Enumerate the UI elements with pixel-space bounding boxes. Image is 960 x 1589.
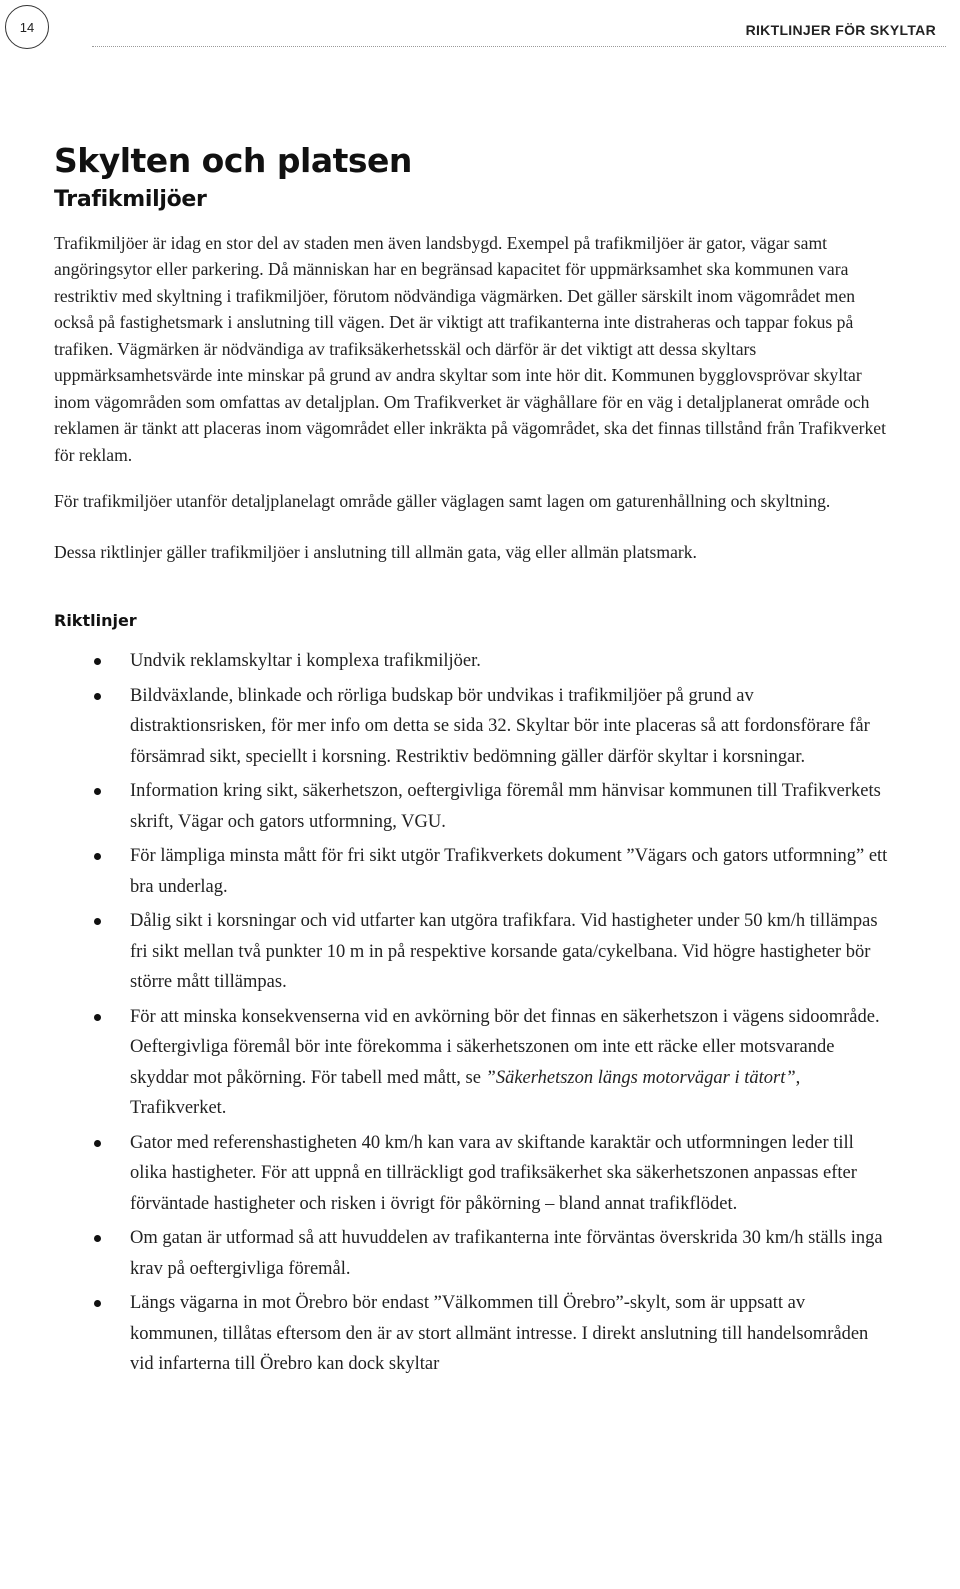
body-paragraph: För trafikmiljöer utanför detaljplanelagt område gäller väglagen samt lagen om gaturenhållning och skyltning. (54, 491, 831, 512)
list-item-text: Längs vägarna in mot Örebro bör endast ”Välkommen till Örebro”-skylt, som är uppsatt av kommunen, tillåtas eftersom den är av stort allmänt intresse. I direkt anslutning till handelsområden vid infarterna till Örebro kan dock skyltar (130, 1293, 869, 1375)
list-item (54, 841, 894, 902)
document-reference: ”Säkerhetszon längs motorvägar i tätort” (485, 1067, 796, 1088)
bullet-icon (94, 918, 101, 925)
list-item-text: Om gatan är utformad så att huvuddelen av trafikanterna inte förväntas överskrida 30 km/h ställs inga krav på oeftergivliga föremål. (130, 1228, 883, 1279)
bullet-icon (94, 853, 101, 860)
page-content (54, 140, 894, 1384)
bullet-icon (94, 788, 101, 795)
list-item (54, 1288, 894, 1380)
bullet-icon (94, 1014, 101, 1021)
guidelines-heading: Riktlinjer (54, 611, 137, 631)
list-item-text: För lämpliga minsta mått för fri sikt utgör Trafikverkets dokument ”Vägars och gators utformning” ett bra underlag. (130, 846, 888, 897)
list-item (54, 681, 894, 773)
section-title: Skylten och platsen (54, 141, 412, 180)
body-paragraph: Dessa riktlinjer gäller trafikmiljöer i anslutning till allmän gata, väg eller allmän platsmark. (54, 541, 697, 562)
list-item (54, 906, 894, 998)
page-number-text: 14 (19, 19, 35, 35)
list-item-text: Bildväxlande, blinkade och rörliga budskap bör undvikas i trafikmiljöer på grund av distraktionsrisken, för mer info om detta se sida 32. Skyltar bör inte placeras så att fordonsförare får försämrad sikt, speciellt i korsning. Restriktiv bedömning gäller därför skyltar i korsningar. (130, 685, 870, 767)
bullet-icon (94, 1300, 101, 1307)
list-item (54, 776, 894, 837)
bullet-icon (94, 1235, 101, 1242)
list-item-text: Information kring sikt, säkerhetszon, oeftergivliga föremål mm hänvisar kommunen till Trafikverkets skrift, Vägar och gators utformning, VGU. (130, 781, 881, 832)
list-item (54, 646, 894, 677)
list-item-text: Undvik reklamskyltar i komplexa trafikmiljöer. (130, 651, 481, 672)
page-number (5, 5, 49, 49)
list-item-text: Dålig sikt i korsningar och vid utfarter kan utgöra trafikfara. Vid hastigheter under 50 km/h tillämpas fri sikt mellan två punkter 10 m in på respektive korsande gata/cykelbana. Vid högre hastigheter bör större mått tillämpas. (130, 911, 878, 993)
header-divider (92, 46, 946, 47)
bullet-icon (94, 658, 101, 665)
list-item (54, 1002, 894, 1124)
bullet-icon (94, 1140, 101, 1147)
list-item-text-before: För att minska konsekvenserna vid en avkörning bör det finnas en säkerhetszon i vägens sidoområde. Oeftergivliga föremål bör inte förekomma i säkerhetszonen om inte ett räcke eller motsvarande skyddar mot påkörning. För tabell med mått, se (130, 1006, 880, 1088)
section-subtitle: Trafikmiljöer (54, 186, 207, 212)
list-item (54, 1223, 894, 1284)
list-item (54, 1128, 894, 1220)
bullet-icon (94, 693, 101, 700)
guidelines-list (54, 646, 894, 1380)
body-paragraph: Trafikmiljöer är idag en stor del av staden men även landsbygd. Exempel på trafikmiljöer är gator, vägar samt angöringsytor eller parkering. Då människan har en begränsad kapacitet för uppmärksamhet ska kommunen vara restriktiv med skyltning i trafikmiljöer, förutom nödvändiga vägmärken. Det gäller särskilt inom vägområdet men också på fastighetsmark i anslutning till vägen. Det är viktigt att trafikanterna inte distraheras och tappar fokus på trafiken. Vägmärken är nödvändiga av trafiksäkerhetsskäl och därför är det viktigt att dessa skyltars uppmärksamhetsvärde inte minskar på grund av andra skyltar som inte hör dit. Kommunen bygglovsprövar skyltar inom vägområden som omfattas av detaljplan. Om Trafikverket är väghållare för en väg i detaljplanerat område och reklamen är tänkt att placeras inom vägområdet eller inkräkta på vägområdet, ska det finnas tillstånd från Trafikverket för reklam. (54, 232, 886, 465)
running-header-title: RIKTLINJER FÖR SKYLTAR (745, 22, 936, 38)
list-item-text-after: , Trafikverket. (130, 1067, 801, 1119)
list-item-text: Gator med referenshastigheten 40 km/h kan vara av skiftande karaktär och utformningen leder till olika hastigheter. För att uppnå en tillräckligt god trafiksäkerhet ska säkerhetszonen anpassas efter förväntade hastigheter och risken i övrigt för påkörning – bland annat trafikflödet. (130, 1132, 857, 1214)
